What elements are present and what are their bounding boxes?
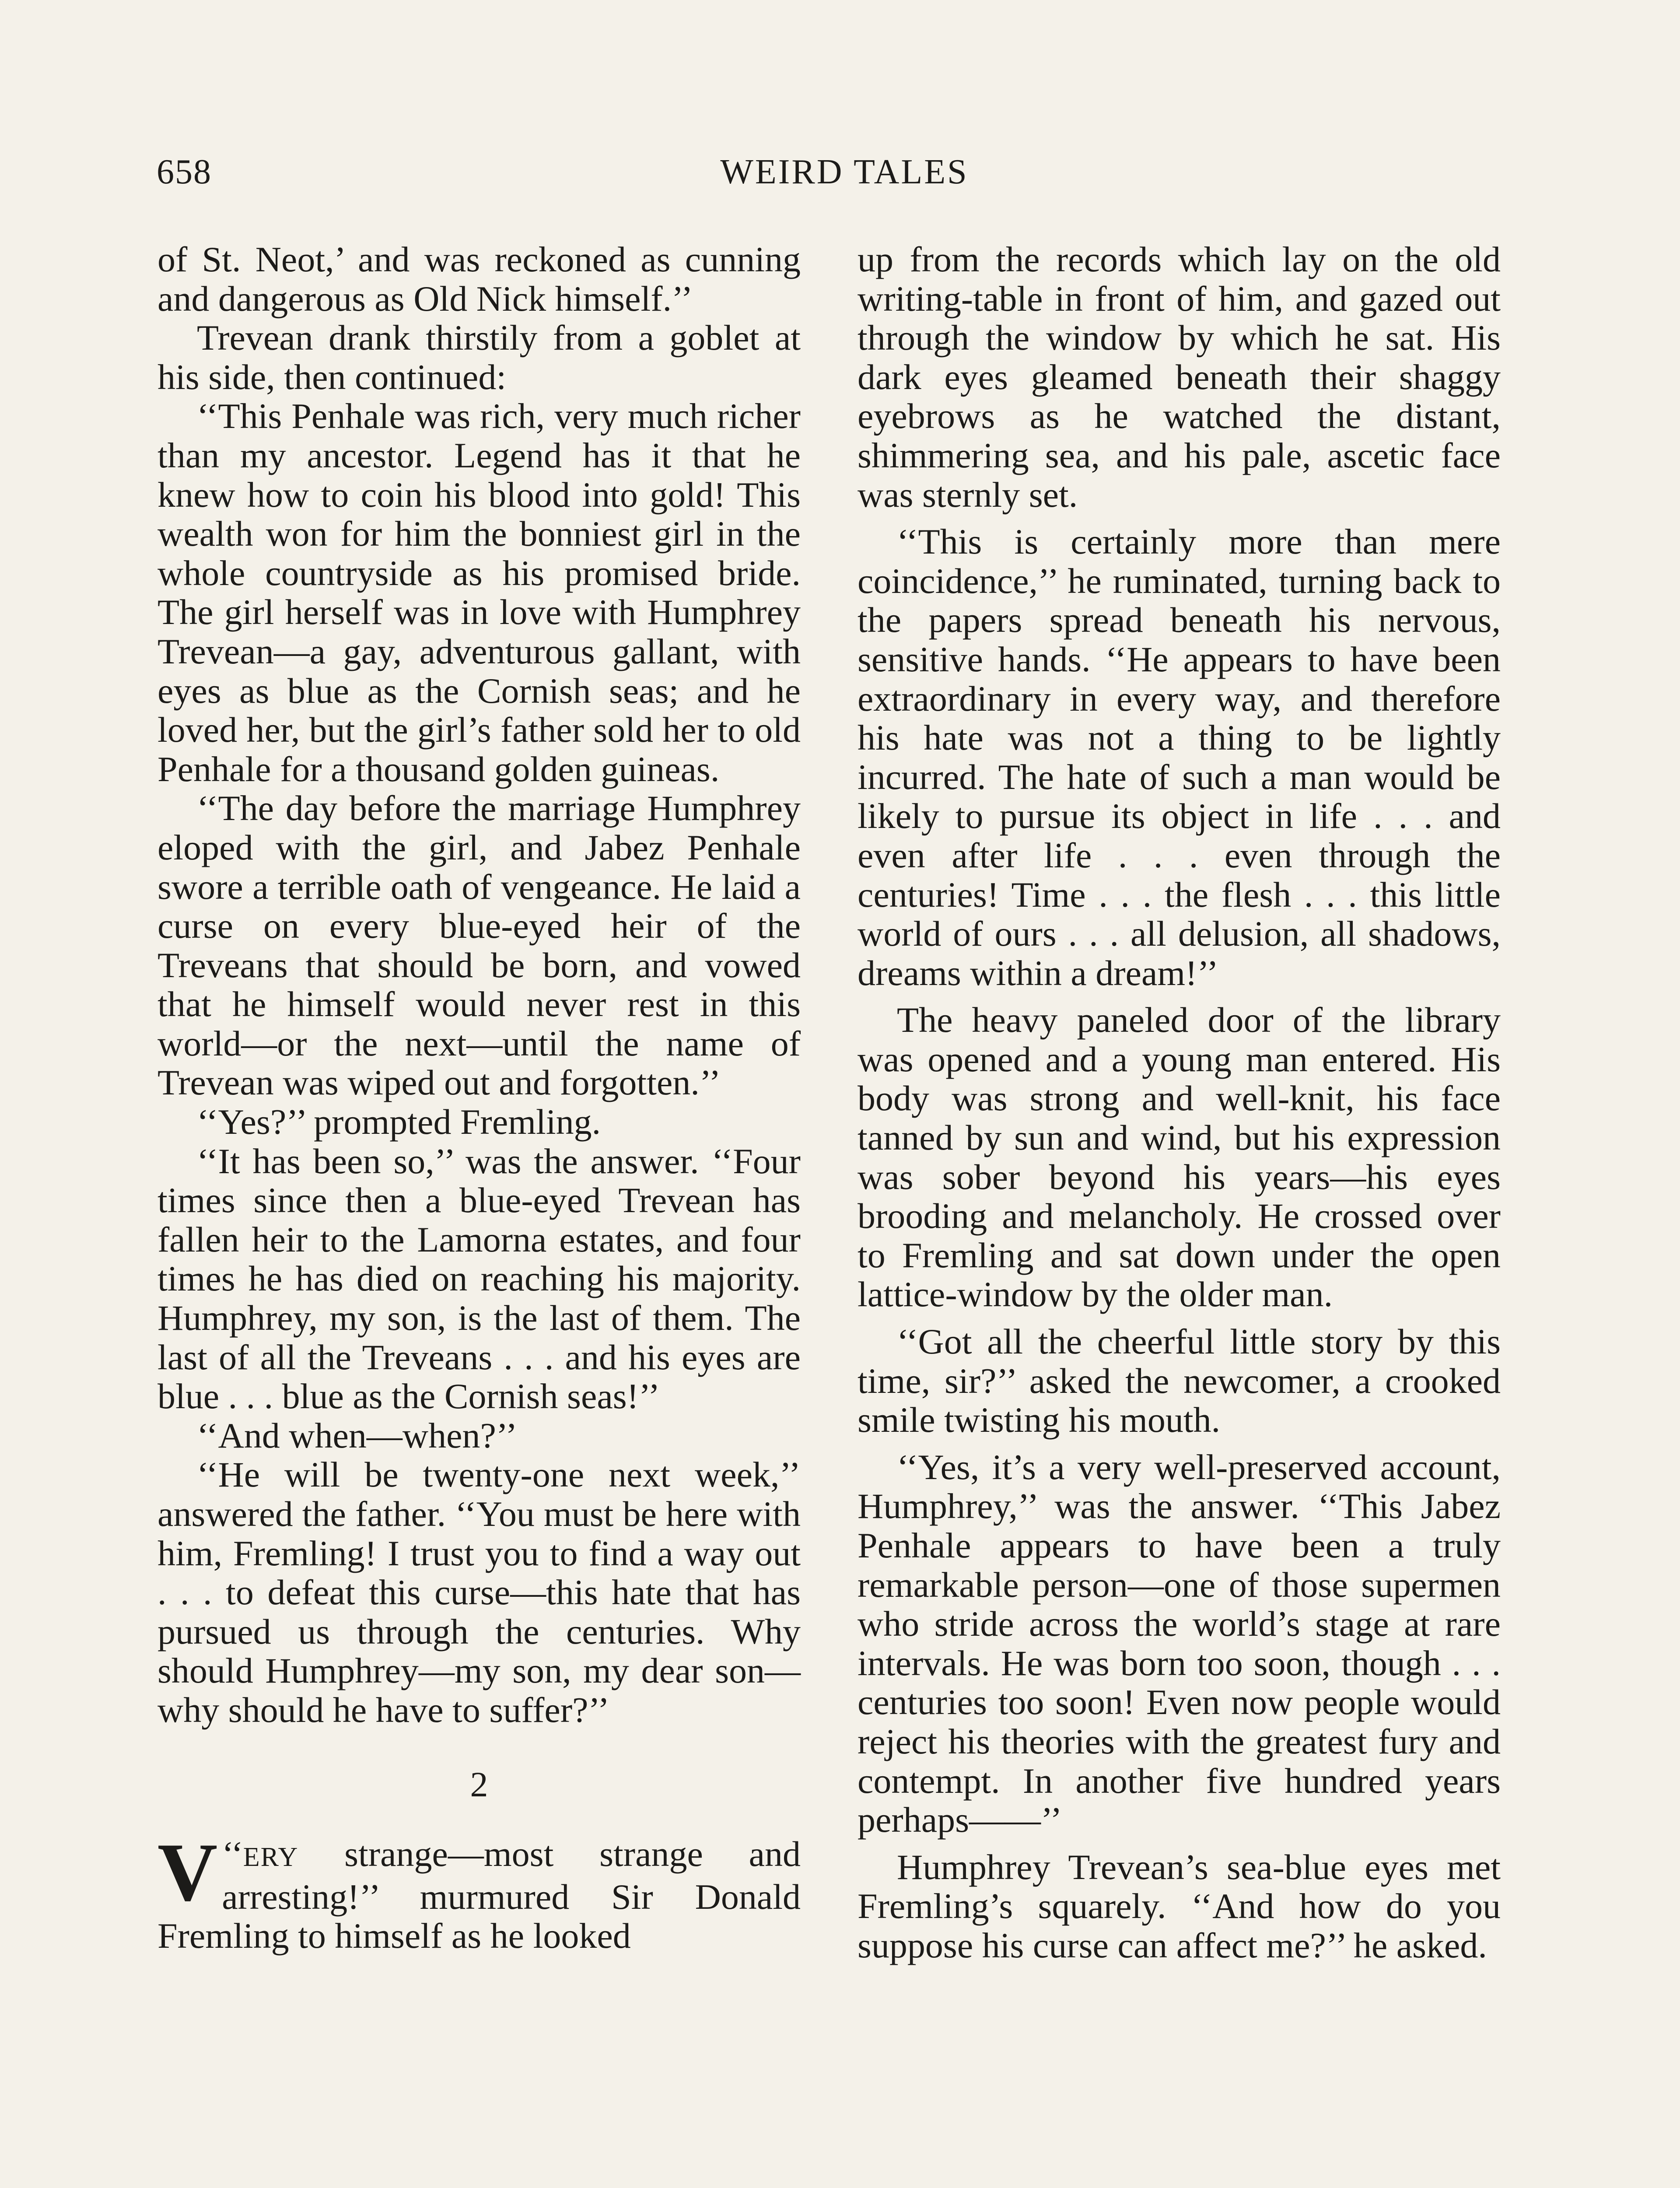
paragraph xyxy=(158,1827,801,1956)
right-column xyxy=(858,240,1501,1965)
paragraph: ‘‘The day before the marriage Humphrey eloped with the girl, and Jabez Penhale swore a terrible oath of vengeance. He laid a curse on every blue-eyed heir of the Treveans that should be born, and vowed that he himself would never rest in this world—or the next—until the name of Trevean was wiped out and forgotten.’’ xyxy=(158,788,801,1103)
paragraph: ‘‘Yes, it’s a very well-preserved account, Humphrey,’’ was the answer. ‘‘This Jabez Penhale appears to have been a truly remarkable person—one of those supermen who stride across the world’s stage at rare intervals. He was born too soon, though . . . centuries too soon! Even now people would reject his theories with the greatest fury and contempt. In another five hundred years perhaps——’’ xyxy=(858,1447,1501,1840)
paragraph: Trevean drank thirstily from a goblet at his side, then continued: xyxy=(158,318,801,397)
section-opening xyxy=(158,1827,801,1956)
opening-quote: ‘‘ xyxy=(222,1834,243,1874)
running-head: WEIRD TALES xyxy=(720,153,969,191)
paragraph: ‘‘Got all the cheerful little story by this time, sir?’’ asked the newcomer, a crooked smile twisting his mouth. xyxy=(858,1322,1501,1440)
page-number: 658 xyxy=(157,153,212,191)
paragraph-text: strange—most strange and arresting!’’ murmured Sir Donald Fremling to himself as he looked xyxy=(158,1834,801,1956)
left-column xyxy=(158,240,801,1956)
paragraph: ‘‘This is certainly more than mere coincidence,’’ he ruminated, turning back to the papers spread beneath his nervous, sensitive hands. ‘‘He appears to have been extraordinary in every way, and therefore his hate was not a thing to be lightly incurred. The hate of such a man would be likely to pursue its object in life . . . and even after life . . . even through the centuries! Time . . . the flesh . . . this little world of ours . . . all delusion, all shadows, dreams within a dream!’’ xyxy=(858,522,1501,993)
paragraph: of St. Neot,’ and was reckoned as cunning and dangerous as Old Nick himself.’’ xyxy=(158,239,801,319)
paragraph: ‘‘It has been so,’’ was the answer. ‘‘Four times since then a blue-eyed Trevean has fallen heir to the Lamorna estates, and four times he has died on reaching his majority. Humphrey, my son, is the last of them. The last of all the Treveans . . . and his eyes are blue . . . blue as the Cornish seas!’’ xyxy=(158,1141,801,1417)
paragraph: ‘‘And when—when?’’ xyxy=(197,1415,518,1455)
section-number: 2 xyxy=(470,1764,488,1804)
paragraph: The heavy paneled door of the library was opened and a young man entered. His body was strong and well-knit, his face tanned by sun and wind, but his expression was sober beyond his years—his eyes brooding and melancholy. He crossed over to Fremling and sat down under the open lattice-window by the older man. xyxy=(858,1000,1501,1315)
paragraph: ‘‘This Penhale was rich, very much richer than my ancestor. Legend has it that he knew how to coin his blood into gold! This wealth won for him the bonniest girl in the whole countryside as his promised bride. The girl herself was in love with Humphrey Trevean—a gay, adventurous gallant, with eyes as blue as the Cornish seas; and he loved her, but the girl’s father sold her to old Penhale for a thousand golden guineas. xyxy=(158,396,801,789)
small-caps: ERY xyxy=(243,1842,299,1872)
paragraph: ‘‘Yes?’’ prompted Fremling. xyxy=(197,1102,601,1142)
paragraph: ‘‘He will be twenty-one next week,’’ answered the father. ‘‘You must be here with him, Fremling! I trust you to find a way out . . . to defeat this curse—this hate that has pursued us through the centuries. Why should Humphrey—my son, my dear son—why should he have to suffer?’’ xyxy=(158,1455,801,1730)
paragraph: up from the records which lay on the old writing-table in front of him, and gazed out through the window by which he sat. His dark eyes gleamed beneath their shaggy eyebrows as he watched the distant, shimmering sea, and his pale, ascetic face was sternly set. xyxy=(858,239,1501,515)
drop-cap: V xyxy=(158,1827,218,1919)
paragraph: Humphrey Trevean’s sea-blue eyes met Fremling’s squarely. ‘‘And how do you suppose his curse can affect me?’’ he asked. xyxy=(858,1847,1501,1965)
